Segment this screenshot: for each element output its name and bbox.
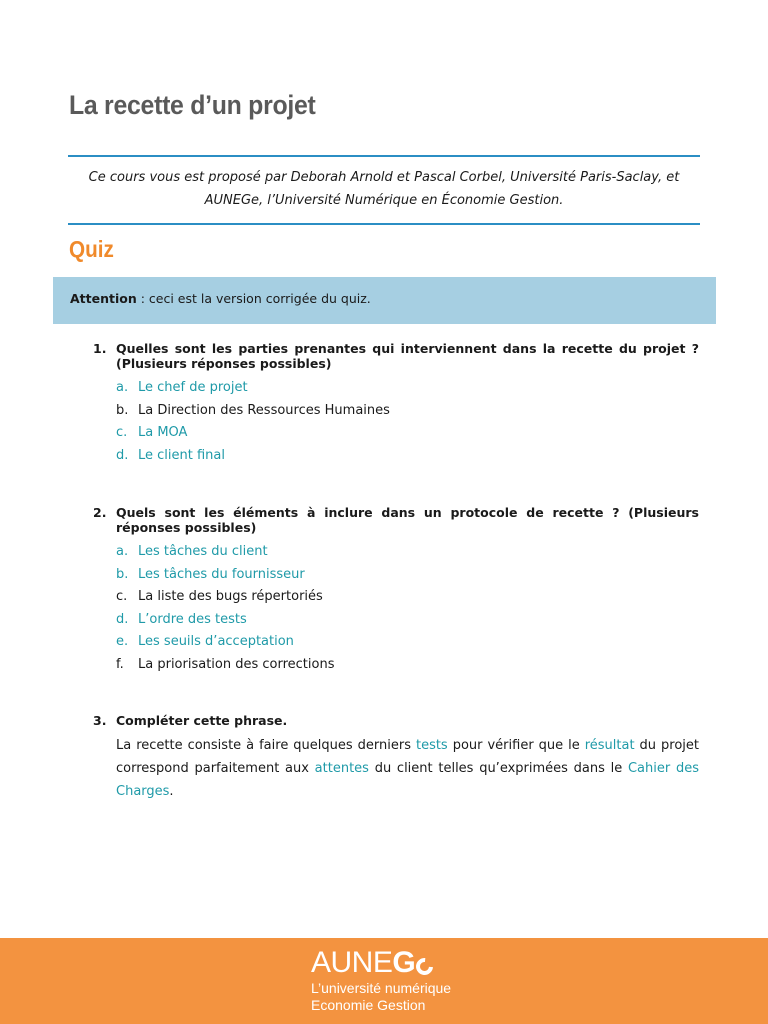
answer-letter: e. (116, 634, 129, 649)
answer-item-correct (116, 564, 699, 587)
answer-item (116, 654, 699, 677)
answer-letter: b. (116, 402, 129, 418)
question-number: 3. (93, 713, 107, 728)
answer-item-correct (116, 631, 699, 654)
sentence-part: du projet correspond parfaitement aux (116, 738, 699, 776)
sentence-answer-4: Cahier des Charges (116, 761, 699, 799)
answer-item-correct (116, 377, 699, 400)
attention-banner (53, 277, 716, 324)
answer-text: La priorisation des corrections (138, 656, 335, 672)
answer-item-correct (116, 445, 699, 468)
question-text: Quels sont les éléments à inclure dans un protocole de recette ? (Plusieurs réponses possibles) (116, 505, 699, 535)
page-title: La recette d’un projet (69, 90, 316, 120)
attention-text: : ceci est la version corrigée du quiz. (136, 291, 371, 306)
answer-list (116, 377, 699, 467)
question-text: Quelles sont les parties prenantes qui interviennent dans la recette du projet ? (Plusieurs réponses possibles) (116, 341, 699, 371)
logo-text-1: AUNE (311, 946, 393, 979)
answer-text: La liste des bugs répertoriés (138, 589, 323, 604)
logo-text-2: G (392, 946, 416, 979)
answer-text: Les seuils d’acceptation (138, 634, 294, 649)
sentence-answer-1: tests (415, 738, 448, 753)
sentence-part: pour vérifier que le (447, 738, 585, 753)
question-text: Compléter cette phrase. (116, 713, 288, 728)
completed-sentence (116, 734, 699, 803)
sentence-part: du client telles qu’exprimées dans le (368, 761, 628, 776)
answer-letter: a. (116, 380, 129, 395)
logo-tagline-1: L’université numérique (311, 980, 452, 996)
question-3 (93, 713, 699, 803)
answer-text: L’ordre des tests (138, 611, 247, 627)
answer-text: Les tâches du client (138, 544, 268, 559)
sentence-part: . (169, 784, 174, 799)
answer-text: Les tâches du fournisseur (138, 566, 305, 582)
credit-line-1: Ce cours vous est proposé par Deborah Arnold et Pascal Corbel, Université Paris-Saclay, et (88, 170, 680, 185)
question-1 (93, 341, 699, 467)
answer-letter: a. (116, 544, 129, 559)
answer-text: Le client final (138, 447, 225, 463)
answer-letter: d. (116, 447, 129, 463)
answer-letter: c. (116, 589, 128, 604)
credit-line-2: AUNEGe, l’Université Numérique en Économie Gestion. (204, 193, 564, 208)
answer-letter: c. (116, 425, 128, 440)
top-divider (68, 155, 700, 157)
question-number: 1. (93, 341, 107, 356)
answer-letter: d. (116, 611, 129, 627)
quiz-heading: Quiz (69, 236, 114, 262)
answer-text: La Direction des Ressources Humaines (138, 402, 390, 418)
answer-letter: f. (116, 656, 124, 672)
logo-wordmark (311, 946, 461, 980)
course-credit (68, 166, 700, 212)
question-number: 2. (93, 505, 107, 520)
answer-text: La MOA (138, 425, 188, 440)
aunege-logo (311, 946, 461, 1014)
answer-item (116, 400, 699, 423)
answer-list (116, 541, 699, 676)
bottom-divider (68, 223, 700, 225)
sentence-answer-3: attentes (314, 761, 369, 776)
question-2 (93, 505, 699, 676)
sentence-answer-2: résultat (584, 738, 635, 753)
answer-item (116, 586, 699, 609)
logo-e-icon (413, 955, 437, 979)
attention-label: Attention (70, 291, 137, 306)
logo-tagline-2: Economie Gestion (311, 997, 426, 1013)
answer-item-correct (116, 609, 699, 632)
answer-item-correct (116, 541, 699, 564)
answer-text: Le chef de projet (138, 380, 248, 395)
sentence-part: La recette consiste à faire quelques derniers (116, 738, 416, 753)
answer-letter: b. (116, 566, 129, 582)
answer-item-correct (116, 422, 699, 445)
